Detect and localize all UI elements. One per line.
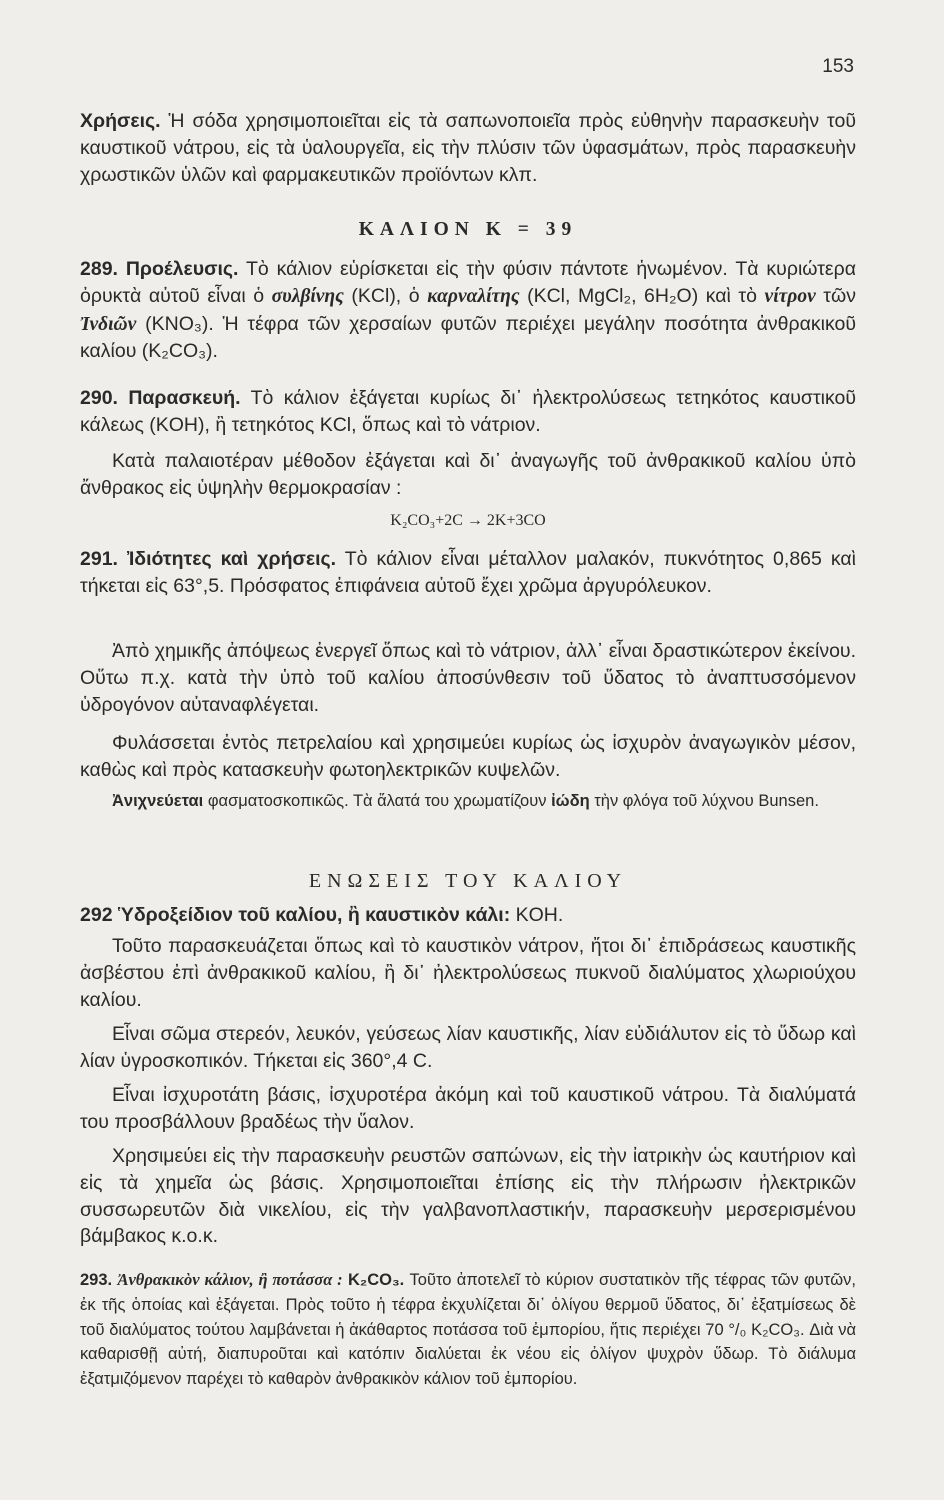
equation: K₂CO₃+2C → 2K+3CO: [390, 512, 546, 529]
section-289-number: 289.: [80, 258, 118, 280]
term-karnalitis: καρναλίτης: [427, 285, 520, 307]
uses-heading: Χρήσεις.: [80, 110, 161, 132]
section-289-text-1: Τὸ κάλιον εὑρίσκεται εἰς τὴν φύσιν πάντοτε ἡνωμένον. Τὰ κυριώτερα ὀρυκτὰ αὐτοῦ εἶναι ὁ: [80, 258, 856, 307]
section-292-paragraph-2: Εἶναι σῶμα στερεόν, λευκόν, γεύσεως λίαν καυστικῆς, λίαν εὐδιάλυτον εἰς τὸ ὕδωρ καὶ λίαν ὑγροσκοπικόν. Τήκεται εἰς 360°,4 C.: [80, 1023, 856, 1072]
section-289-text-4: τῶν: [815, 284, 856, 307]
section-290: [80, 385, 856, 439]
section-289-heading: Προέλευσις.: [125, 258, 239, 280]
section-289-text-3: (KCl, MgCl₂, 6H₂O) καὶ τὸ: [519, 284, 765, 307]
uses-text: Ἡ σόδα χρησιμοποιεῖται εἰς τὰ σαπωνοποιεῖα πρὸς εὐθηνὴν παρασκευὴν τοῦ καυστικοῦ νάτρου, εἰς τὰ ὑαλουργεῖα, εἰς τὴν πλύσιν τῶν ὑφασμάτων, πρὸς παρασκευὴν χρωστικῶν ὑλῶν καὶ φαρμακευτικῶν προϊόντων κλπ.: [80, 110, 856, 186]
section-291-detection: [80, 789, 856, 814]
section-290-number: 290.: [80, 387, 118, 409]
kalion-section-title: ΚΑΛΙΟΝ Κ = 39: [358, 219, 578, 240]
section-293-formula: K₂CO₃.: [342, 1271, 405, 1289]
section-292-paragraph-4: Χρησιμεύει εἰς τὴν παρασκευὴν ρευστῶν σαπώνων, εἰς τὴν ἰατρικὴν ὡς καυτήριον καὶ εἰς τὰ χημεῖα ὡς βάσις. Χρησιμοποιεῖται ἐπίσης εἰς τὴν πλήρωσιν ἠλεκτρικῶν συσσωρευτῶν διὰ νικελίου, εἰς τὴν γαλβανοπλαστικήν, παρασκευὴν μερσερισμένου βάμβακος κ.ο.κ.: [80, 1145, 856, 1248]
compounds-section-title: ΕΝΩΣΕΙΣ ΤΟΥ ΚΑΛΙΟΥ: [308, 870, 628, 892]
term-nitron: νίτρον: [764, 285, 816, 307]
section-291-number: 291.: [80, 548, 118, 570]
section-291-paragraph-c: Φυλάσσεται ἐντὸς πετρελαίου καὶ χρησιμεύει κυρίως ὡς ἰσχυρὸν ἀναγωγικὸν μέσον, καθὼς καὶ πρὸς κατασκευὴν φωτοηλεκτρικῶν κυψελῶν.: [80, 732, 856, 781]
section-293-number: 293.: [80, 1271, 113, 1289]
section-291-paragraph-b: Ἀπὸ χημικῆς ἀπόψεως ἐνεργεῖ ὅπως καὶ τὸ νάτριον, ἀλλ᾽ εἶναι δραστικώτερον ἐκείνου. Οὕτω π.χ. κατὰ τὴν ὑπὸ τοῦ καλίου ἀποσύνθεσιν τοῦ ὕδατος τὸ ἀναπτυσσόμενον ὑδρογόνον αὐταναφλέγεται.: [80, 640, 856, 716]
detection-text-1: φασματοσκοπικῶς. Τὰ ἅλατά του χρωματίζουν: [203, 792, 552, 810]
paragraph-uses-soda: [80, 108, 856, 188]
section-290-paragraph-b: Κατὰ παλαιοτέραν μέθοδον ἐξάγεται καὶ δι᾽ ἀναγωγῆς τοῦ ἀνθρακικοῦ καλίου ὑπὸ ἄνθρακος εἰς ὑψηλὴν θερμοκρασίαν :: [80, 450, 856, 499]
section-290-text: Τὸ κάλιον ἐξάγεται κυρίως δι᾽ ἠλεκτρολύσεως τετηκότος καυστικοῦ κάλεως (KOH), ἢ τετηκότος KCl, ὅπως καὶ τὸ νάτριον.: [80, 387, 857, 436]
section-291-text: Τὸ κάλιον εἶναι μέταλλον μαλακόν, πυκνότητος 0,865 καὶ τήκεται εἰς 63°,5. Πρόσφατος ἐπιφάνεια αὐτοῦ ἔχει χρῶμα ἀργυρόλευκον.: [80, 548, 856, 597]
section-292-title: [80, 902, 856, 929]
section-292-formula: KOH.: [510, 904, 564, 926]
detection-iodi: ἰώδη: [551, 792, 590, 810]
section-292-number: 292: [80, 904, 113, 926]
section-289-text-5: (KNO₃). Ἡ τέφρα τῶν χερσαίων φυτῶν περιέχει μεγάλην ποσότητα ἀνθρακικοῦ καλίου (K₂CO₃).: [80, 312, 856, 363]
section-290-heading: Παρασκευή.: [128, 387, 241, 409]
term-indion: Ἰνδιῶν: [80, 313, 137, 335]
section-293-text: Τοῦτο ἀποτελεῖ τὸ κύριον συστατικὸν τῆς τέφρας τῶν φυτῶν, ἐκ τῆς ὁποίας καὶ ἐξάγεται. Πρὸς τοῦτο ἡ τέφρα ἐκχυλίζεται δι᾽ ὀλίγου θερμοῦ ὕδατος, δι᾽ ἐξατμίσεως δὲ τοῦ διαλύματος τούτου λαμβάνεται ἡ ἀκάθαρτος ποτάσσα τοῦ ἐμπορίου, ἥτις περιέχει 70 °/₀ K₂CO₃. Διὰ νὰ καθαρισθῇ αὐτή, διαπυροῦται καὶ κατόπιν διαλύεται ἐκ νέου εἰς ὀλίγον ψυχρὸν ὕδωρ. Τὸ διάλυμα ἐξατμιζόμενον παρέχει τὸ καθαρὸν ἀνθρακικὸν κάλιον τοῦ ἐμπορίου.: [80, 1271, 856, 1389]
detection-heading: Ἀνιχνεύεται: [112, 792, 204, 810]
section-292-heading: Ὑδροξείδιον τοῦ καλίου, ἢ καυστικὸν κάλι:: [117, 904, 511, 926]
section-291-heading: Ἰδιότητες καὶ χρήσεις.: [126, 548, 337, 570]
section-292-paragraph-3: Εἶναι ἰσχυροτάτη βάσις, ἰσχυροτέρα ἀκόμη καὶ τοῦ καυστικοῦ νάτρου. Τὰ διαλύματά του προσβάλλουν βραδέως τὴν ὕαλον.: [80, 1084, 856, 1133]
section-292-paragraph-1: Τοῦτο παρασκευάζεται ὅπως καὶ τὸ καυστικὸν νάτρον, ἤτοι δι᾽ ἐπιδράσεως καυστικῆς ἀσβέστου ἐπὶ ἀνθρακικοῦ καλίου, ἢ δι᾽ ἠλεκτρολύσεως πυκνοῦ διαλύματος χλωριούχου καλίου.: [80, 935, 856, 1011]
section-293-heading: Ἀνθρακικὸν κάλιον, ἢ ποτάσσα :: [117, 1270, 343, 1289]
term-sylvinis: συλβίνης: [271, 285, 344, 307]
section-289: [80, 256, 856, 365]
section-293: [80, 1268, 856, 1392]
section-289-text-2: (KCl), ὁ: [343, 284, 428, 307]
section-291: [80, 546, 856, 600]
page-number: 153: [822, 56, 854, 77]
detection-text-2: τὴν φλόγα τοῦ λύχνου Bunsen.: [589, 792, 819, 810]
